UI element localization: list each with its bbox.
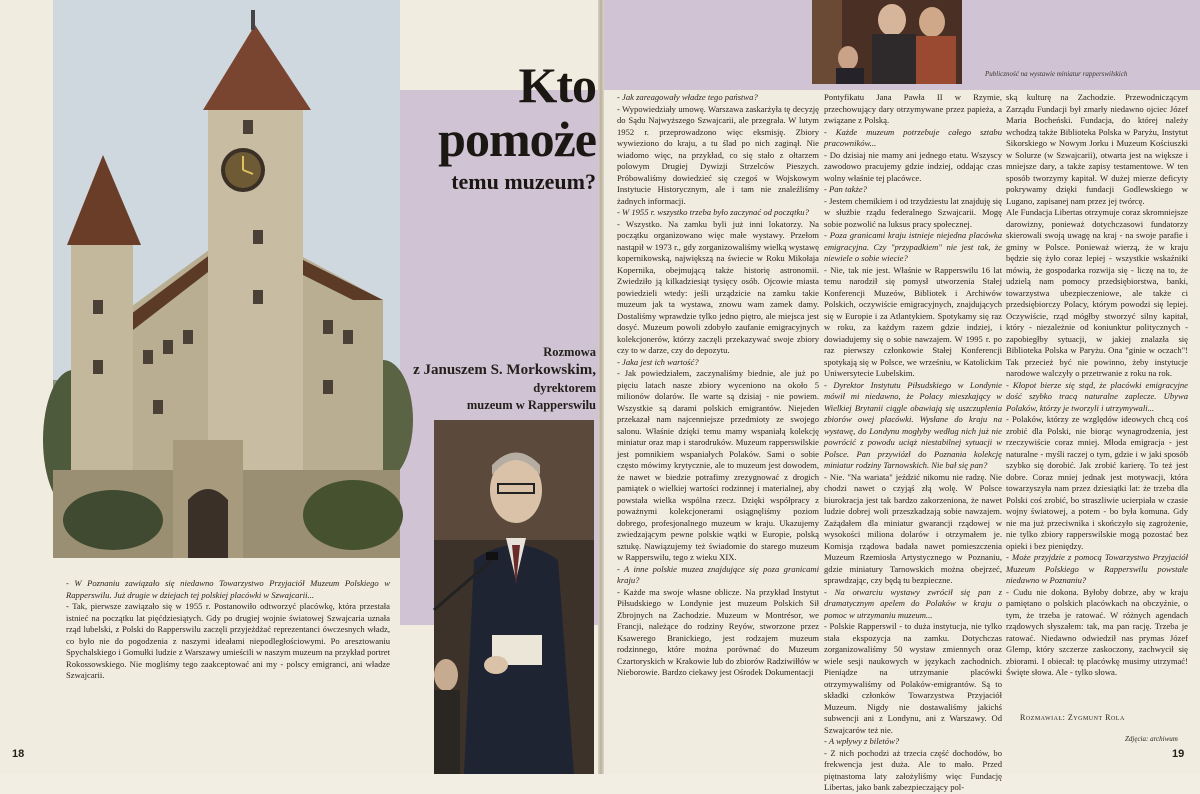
question-paragraph: - Kłopot bierze się stąd, że placówki emigracyjne dość szybko tracą naturalne zaplecze. Ubywa Polaków, którzy je tworzyli i utrzymywali... <box>1006 379 1188 413</box>
answer-paragraph: Ale Fundacja Libertas otrzymuje coraz skromniejsze darowizny, ponieważ dotychczasowi fundatorzy skierowali swoją uwagę na kraj - na swoje parafie i gminy w Polsce. Ponieważ wierzą, że w kraju będzie się żyło coraz lepiej - wszystkie wskaźniki mówią, że gospodarka rozwija się - liczę na to, że udzielą nam pomocy przedsiębiorstwa, banki, towarzystwa ubezpieczeniowe, ale także ci przedsiębiorczy Polacy, którym powodzi się lepiej. Oczywiście, rząd mógłby stworzyć silny kapitał, który - niezależnie od koniunktur politycznych - zapobiegłby sytuacji, w jakiej znalazła się Biblioteka Polska w Paryżu. Ona "ginie w oczach"! Tak przecież być nie powinno, żeby instytucje narodowe walczyły o przetrwanie z roku na rok. <box>1006 207 1188 378</box>
answer-paragraph: - Wszystko. Na zamku byli już inni lokatorzy. Na początku organizowano więc małe wystawy. Przełom nastąpił w 1973 r., gdy zorganizowaliśmy wielką wystawę kopernikowską, największą na świecie w Roku Mikołaja Kopernika, obejmującą także historię astronomii. Zwiedziło ją kilkadziesiąt tysięcy osób. Ojcowie miasta powiedzieli wtedy: jeśli urządzicie na zamku takie muzeum jak ta wystawa, znowu wam zamek damy. Dostaliśmy wprawdzie tylko jedno piętro, ale miejsca jest dosyć. Muzeum powoli zdobyło zaufanie emigracyjnych kolekcjonerów, którzy zaczęli przekazywać swoje zbiory czy to w darze, czy do depozytu. <box>617 218 819 355</box>
audience-photo <box>812 0 962 84</box>
intro-line-2: z Januszem S. Morkowskim, <box>413 362 596 378</box>
question-paragraph: - W Poznaniu zawiązało się niedawno Towarzystwo Przyjaciół Muzeum Polskiego w Rapperswilu. Już drugie w dziejach tej polskiej placówki w Szwajcarii... <box>66 578 390 600</box>
answer-paragraph: - Tak, pierwsze zawiązało się w 1955 r. Postanowiło odtworzyć placówkę, która przestała istnieć na początku lat pięćdziesiątych. Gdy po drugiej wojnie światowej Szwajcaria uznała rząd lubelski, z Polski do Rapperswilu zaczęli przyjeżdżać reprezentanci ówczesnych władz, co było nie do pogodzenia z naszymi ideałami niepodległościowymi. Po aresztowaniu Spychalskiego i Gomułki ludzie z Warszawy umieścili w naszym muzeum na przykład portret Rokossowskiego. Nie mogliśmy tego zaakceptować ani my - polscy emigranci, ani władze Szwajcarii. <box>66 601 390 680</box>
intro-line-1: Rozmowa <box>543 345 596 359</box>
text-column-4 <box>1006 92 1188 679</box>
answer-paragraph: - Jestem chemikiem i od trzydziestu lat znajduję się w służbie rządu federalnego Szwajcarii. Mogę sobie pozwolić na luksus pracy społecznej. <box>824 195 1002 229</box>
question-paragraph: - Pan także? <box>824 184 867 194</box>
question-paragraph: - Może przyjdzie z pomocą Towarzystwo Przyjaciół Muzeum Polskiego w Rapperswilu powstałe niedawno w Poznaniu? <box>1006 552 1188 585</box>
answer-paragraph: - Jak powiedziałem, zaczynaliśmy biednie, ale już po pięciu latach nasze zbiory wyceniono na około 5 milionów dolarów. Ile warte są dzisiaj - nie powiem. Wszystkie są darami polskich emigrantów. Niejeden przekazał nam najcenniejsze przedmioty ze swojego salonu. Właśnie dzięki temu mamy wspaniałą kolekcję miniatur oraz map i starodruków. Muzeum rapperswilskie jest pomnikiem wspaniałych Polaków. Sami o sobie często mówimy krytycznie, ale to muzeum jest dowodem, że nawet w biedzie potrafimy zrezygnować z drogich pamiątek o wielkiej wartości rodzinnej i materialnej, aby powstała wielka wspólna rzecz. Dzięki współpracy z poważnymi kolekcjonerami osiągnęliśmy poziom dobrego, profesjonalnego muzeum w kraju. Ukazujemy zwiedzającym pewne polskie wątki w Europie, polską sztukę. Nawiązujemy też świadomie do starego muzeum w Rapperswilu, tego z wieku XIX. <box>617 368 819 562</box>
answer-paragraph: - Nie, tak nie jest. Właśnie w Rapperswilu 16 lat temu narodził się pomysł utworzenia Stałej Konferencji Muzeów, Bibliotek i Archiwów Polskich, oczywiście emigracyjnych, znajdujących się w Europie i za Atlantykiem. Spotykamy się raz w roku, za każdym razem gdzie indziej, i dowiadujemy się o sobie nawzajem. W 1995 r. po raz pierwszy członkowie Stałej Konferencji spotykają się w Polsce, we wrześniu, w Katolickim Uniwersytecie Lubelskim. <box>824 264 1002 378</box>
title-line-1: Kto <box>518 57 596 113</box>
page-gutter <box>598 0 604 774</box>
intro-line-3: dyrektorem <box>533 381 596 395</box>
text-column-2 <box>617 92 819 679</box>
answer-paragraph: Pontyfikatu Jana Pawła II w Rzymie, przechowujący dary otrzymywane przez papieża, a związane z Polską. <box>824 92 1002 125</box>
question-paragraph: - A inne polskie muzea znajdujące się poza granicami kraju? <box>617 563 819 585</box>
answer-paragraph: - Polskie Rapperswil - to duża instytucja, nie tylko stała ekspozycja na zamku. Dotychczas zorganizowaliśmy 50 wystaw zmiennych oraz wiele sesji naukowych w językach zachodnich. Pieniądze na utrzymanie placówki otrzymywaliśmy od Polaków-emigrantów. Są to składki członków Towarzystwa Przyjaciół Muzeum. Nigdy nie dostawaliśmy jakichś subwencji ani z Londynu, ani z Warszawy. Od Szwajcarów też nie. <box>824 621 1002 735</box>
question-paragraph: - Jak zareagowały władze tego państwa? <box>617 92 758 102</box>
question-paragraph: - Każde muzeum potrzebuje całego sztabu pracowników... <box>824 126 1002 148</box>
answer-paragraph: - Z nich pochodzi aż trzecia część dochodów, bo frekwencja jest duża. Ale to mało. Przed piętnastoma laty założyliśmy więc Fundację Libertas, jako bank zabezpieczający pol- <box>824 747 1002 792</box>
speaker-photo <box>434 420 594 774</box>
answer-paragraph: - Polaków, którzy ze względów ideowych chcą coś zrobić dla Polski, nie biorąc wynagrodzenia, jest rzeczywiście coraz mniej. Młoda emigracja - jest naturalne - myśli raczej o tym, gdzie i w jaki sposób szybko się dorobić. Jak zrobić karierę. To też jest dobre. Coraz mniej jednak jest motywacji, która towarzyszyła nam przez dziesiątki lat: że trzeba dla Polski coś zrobić, bo straszliwie ucierpiała w czasie wojny światowej, a potem - bo była komuna. Gdy nie ma już przeciwnika i skończyło się zagrożenie, nie tylko zbiory rapperswilskie mogą pozostać bez opieki i bez pieniędzy. <box>1006 414 1188 551</box>
byline: Rozmawiał: Zygmunt Rola <box>1020 713 1125 722</box>
answer-paragraph: - Do dzisiaj nie mamy ani jednego etatu. Wszyscy zawodowo pracujemy gdzie indziej, oddając czas wolny właśnie tej placówce. <box>824 149 1002 183</box>
question-paragraph: - W 1955 r. wszystko trzeba było zaczynać od początku? <box>617 207 809 217</box>
answer-paragraph: ską kulturę na Zachodzie. Przewodniczącym Zarządu Fundacji był zmarły niedawno ojciec Józef Maria Bocheński. Fundacja, do której należy wchodzą także Biblioteka Polska w Paryżu, Instytut Sikorskiego w Nowym Jorku i Muzeum Kościuszki w Solurze (w Szwajcarii), otwarta jest na większe i mniejsze dary, a także zapisy testamentowe. W ten sposób tworzymy kapitał. W dużej mierze deficyty pokrywamy dzięki fundacji Godlewskiego w Lugano, zapisanej nam przez jej twórcę. <box>1006 92 1188 206</box>
article-title <box>416 58 596 196</box>
question-paragraph: - Jaka jest ich wartość? <box>617 356 699 367</box>
intro-line-4: muzeum w Rapperswilu <box>466 398 596 412</box>
photo-credit: Zdjęcia: archiwum <box>1125 735 1178 743</box>
text-column-3 <box>824 92 1002 794</box>
title-line-3: temu muzeum? <box>451 169 596 194</box>
answer-paragraph: - Nie. "Na wariata" jeździć nikomu nie radzę. Nie chodzi nawet o czyjąś złą wolę. W Polsce biurokracja jest tak bardzo zakorzeniona, że nawet ludzie dobrej woli przeszkadzają sobie nawzajem. Zażądałem dla miniatur gwarancji rządowej w wysokości miliona dolarów i otrzymałem je. Komisja rządowa badała nawet pomieszczenia Muzeum Rzemiosła Artystycznego w Poznaniu, gdzie miniatury Tarnowskich można obejrzeć, sprawdzając, czy będą tu bezpieczne. <box>824 471 1002 585</box>
text-column-1 <box>66 578 390 682</box>
castle-photo <box>53 0 400 558</box>
photo-caption: Publiczność na wystawie miniatur rapperswilskich <box>985 70 1128 78</box>
title-line-2: pomoże <box>438 111 596 167</box>
page-number-right: 19 <box>1172 748 1185 760</box>
question-paragraph: - Dyrektor Instytutu Piłsudskiego w Londynie mówił mi niedawno, że Polacy mieszkający w Wielkiej Brytanii ciągle obawiają się uszczuplenia zbiorów owej placówki. Wysłane do kraju na wystawę, do Londynu mogłyby według nich już nie powrócić z powodu uciąż niestabilnej sytuacji w Polsce. Pan przywiózł do Poznania kolekcję miniatur rodziny Tarnowskich. Nie bał się pan? <box>824 379 1002 470</box>
question-paragraph: - Na otwarciu wystawy zwrócił się pan z dramatycznym apelem do Polaków w kraju o pomoc w utrzymaniu muzeum... <box>824 586 1002 620</box>
interview-intro <box>402 344 596 414</box>
answer-paragraph: - Cudu nie dokona. Byłoby dobrze, aby w kraju pamiętano o polskich placówkach na obczyźnie, o tym, że trzeba je ratować. W różnych agendach rządowych słyszałem: tak, ma pan rację. Trzeba je ratować. Niedawno odwiedził nas prymas Józef Glemp, który szczerze zaskoczony, zachwycił się zbiorami. I obiecał: tę placówkę musimy utrzymać! Święte słowa. Ale - tylko słowa. <box>1006 586 1188 677</box>
page-number-left: 18 <box>12 748 25 760</box>
answer-paragraph: - Każde ma swoje własne oblicze. Na przykład Instytut Piłsudskiego w Londynie jest muzeum Polskich Sił Zbrojnych na Zachodzie. Muzeum w Montrésor, we Francji, należące do rodziny Reyów, stworzone przez Ksawerego Branickiego, jest rodzajem muzeum rodzinnego, które można porównać do Muzeum Czartoryskich w Krakowie lub do zbiorów Radziwiłłów w Nieborowie. Bardzo ciekawy jest Ośrodek Dokumentacji <box>617 586 819 677</box>
question-paragraph: - A wpływy z biletów? <box>824 736 900 746</box>
answer-paragraph: - Wypowiedziały umowę. Warszawa zaskarżyła tę decyzję do Sądu Najwyższego Szwajcarii, ale przegrała. W lutym 1952 r. przeprowadzono więc eksmisję. Zbiory wywieziono do kraju, a tu ślad po nich zaginął. Nie wiadomo więc, na przykład, co się stało z ołtarzem polowym Drugiej Dywizji Strzelców Pieszych. Próbowaliśmy dowiedzieć się czegoś w Wojskowym Instytucie Historycznym, ale i tam nie znaleźliśmy żadnych informacji. <box>617 103 819 206</box>
question-paragraph: - Poza granicami kraju istnieje niejedna placówka emigracyjna. Czy "przypadkiem" nie jest tak, że niewiele o sobie wiecie? <box>824 230 1002 263</box>
